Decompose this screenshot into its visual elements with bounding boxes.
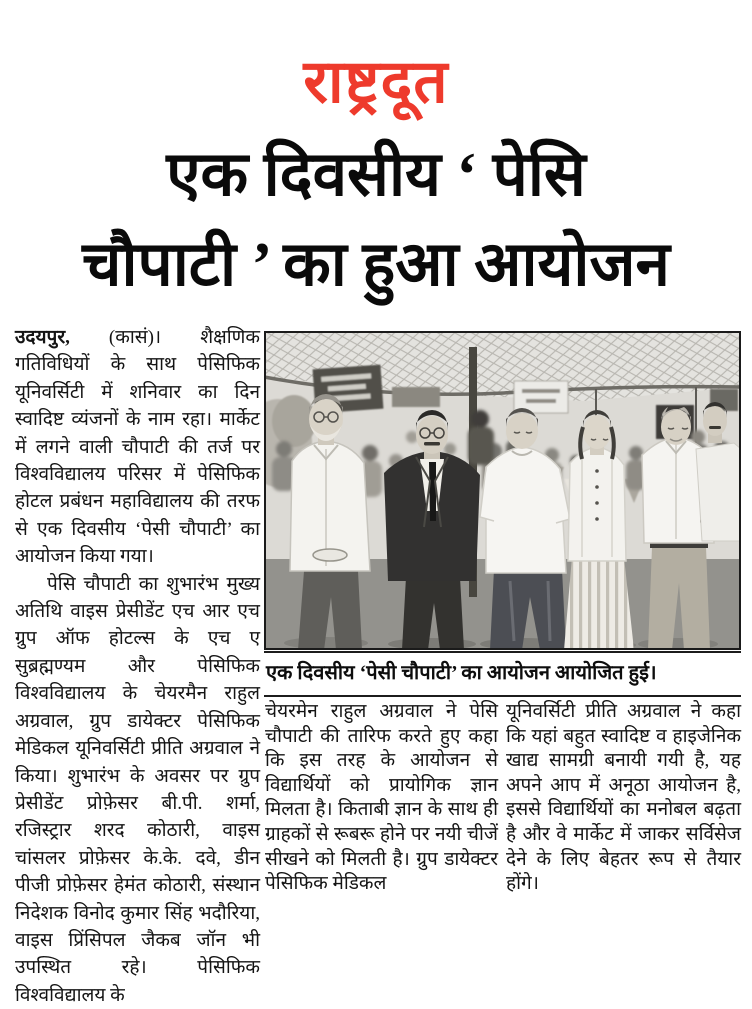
paragraph-1-text: (कासं)। शैक्षणिक गतिविधियों के साथ पेसिफिक यूनिवर्सिटी में शनिवार का दिन स्वादिष्ट व्यंजनों के नाम रहा। मार्केट में लगने वाली चौपाटी की तर्ज पर विश्वविद्यालय परिसर में पेसिफिक होटल प्रबंधन महाविद्यालय की तरफ से एक दिवसीय ‘पेसी चौपाटी’ का आयोजन किया गया। [15,327,260,568]
headline-line-2: चौपाटी ’ का हुआ आयोजन [82,231,670,299]
article-photo [264,331,741,650]
article-paragraph-3: चेयरमेन राहुल अग्रवाल ने पेसि चौपाटी की तारिफ करते हुए कहा कि इस तरह के आयोजन से विद्यार्थियों को प्रायोगिक ज्ञान मिलता है। किताबी ज्ञान के साथ ही ग्राहकों से रूबरू होने पर नयी चीजें सीखने को मिलती है। ग्रुप डायेक्टर पेसिफिक मेडिकल [265,701,498,895]
article-column-middle [265,700,498,897]
article-column-right [506,700,741,897]
headline-line-1: एक दिवसीय ‘ पेसि [166,141,586,209]
photo-caption: एक दिवसीय ‘पेसी चौपाटी’ का आयोजन आयोजित हुई। [264,651,741,697]
dateline: उदयपुर, [15,327,70,348]
article-paragraph-1 [15,324,260,571]
article-column-left [15,324,260,1009]
newspaper-masthead: राष्ट्रदूत [303,49,449,115]
article-paragraph-2: पेसि चौपाटी का शुभारंभ मुख्य अतिथि वाइस प्रेसीडेंट एच आर एच ग्रुप ऑफ होटल्स के एच ए सुब्रह्मण्यम और पेसिफिक विश्वविद्यालय के चेयरमैन राहुल अग्रवाल, ग्रुप डायेक्टर पेसिफिक मेडिकल यूनिवर्सिटी प्रीति अग्रवाल ने किया। शुभारंभ के अवसर पर ग्रुप प्रेसीडेंट प्रोफ़ेसर बी.पी. शर्मा, रजिस्ट्रार शरद कोठारी, वाइस चांसलर प्रोफ़ेसर के.के. दवे, डीन पीजी प्रोफ़ेसर हेमंत कोठारी, संस्थान निदेशक विनोद कुमार सिंह भदौरिया, वाइस प्रिंसिपल जैकब जॉन भी उपस्थित रहे। पेसिफिक विश्वविद्यालय के [15,573,260,1006]
article-paragraph-4: यूनिवर्सिटी प्रीति अग्रवाल ने कहा कि यहां बहुत स्वादिष्ट व हाइजेनिक खाद्य सामग्री बनायी गयी है, यह अपने आप में अनूठा आयोजन है, इससे विद्यार्थियों का मनोबल बढ़ता है और वे मार्केट में जाकर सर्विसेज देने के लिए बेहतर रूप से तैयार होंगे। [506,701,741,895]
group-photo-illustration [264,331,741,650]
article-headline [0,130,752,310]
